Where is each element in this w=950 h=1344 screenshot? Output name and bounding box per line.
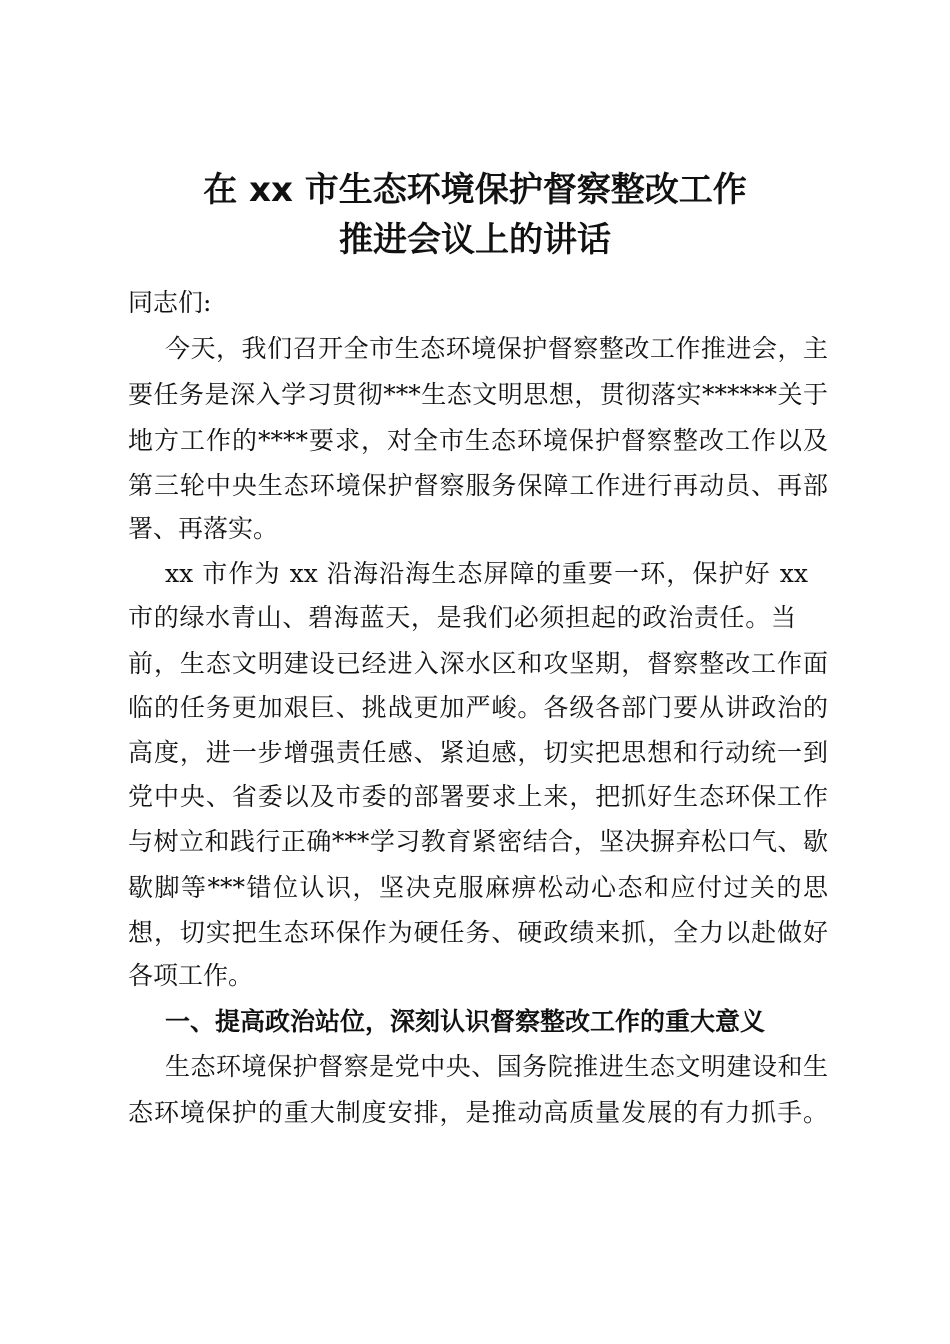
paragraph-line: 要任务是深入学习贯彻***生态文明思想，贯彻落实******关于 xyxy=(128,380,828,409)
paragraph-line: 地方工作的****要求，对全市生态环境保护督察整改工作以及 xyxy=(128,426,828,455)
paragraph-line: 今天，我们召开全市生态环境保护督察整改工作推进会，主 xyxy=(165,334,828,363)
paragraph-line: 各项工作。 xyxy=(128,961,254,990)
paragraph-line: 署、再落实。 xyxy=(128,514,279,543)
paragraph-line: 前，生态文明建设已经进入深水区和攻坚期，督察整改工作面 xyxy=(128,649,828,678)
paragraph-line: 想，切实把生态环保作为硬任务、硬政绩来抓，全力以赴做好 xyxy=(128,918,828,947)
paragraph-line: 态环境保护的重大制度安排，是推动高质量发展的有力抓手。 xyxy=(128,1098,828,1127)
paragraph-line: 市的绿水青山、碧海蓝天，是我们必须担起的政治责任。当 xyxy=(128,603,796,632)
paragraph-line: 歇脚等***错位认识，坚决克服麻痹松动心态和应付过关的思 xyxy=(128,873,828,902)
section-heading: 一、提高政治站位，深刻认识督察整改工作的重大意义 xyxy=(165,1007,766,1036)
paragraph-line: 临的任务更加艰巨、挑战更加严峻。各级各部门要从讲政治的 xyxy=(128,693,828,722)
paragraph-line: 党中央、省委以及市委的部署要求上来，把抓好生态环保工作 xyxy=(128,782,828,811)
document-title-line-2: 推进会议上的讲话 xyxy=(339,220,611,260)
paragraph-line: 与树立和践行正确***学习教育紧密结合，坚决摒弃松口气、歇 xyxy=(128,827,828,856)
paragraph-line: 第三轮中央生态环境保护督察服务保障工作进行再动员、再部 xyxy=(128,471,828,500)
paragraph-line: xx 市作为 xx 沿海沿海生态屏障的重要一环，保护好 xx xyxy=(165,559,808,588)
paragraph-line: 高度，进一步增强责任感、紧迫感，切实把思想和行动统一到 xyxy=(128,738,828,767)
paragraph-line: 生态环境保护督察是党中央、国务院推进生态文明建设和生 xyxy=(165,1052,828,1081)
document-title-line-1: 在 xx 市生态环境保护督察整改工作 xyxy=(203,170,747,210)
salutation: 同志们: xyxy=(128,288,212,317)
